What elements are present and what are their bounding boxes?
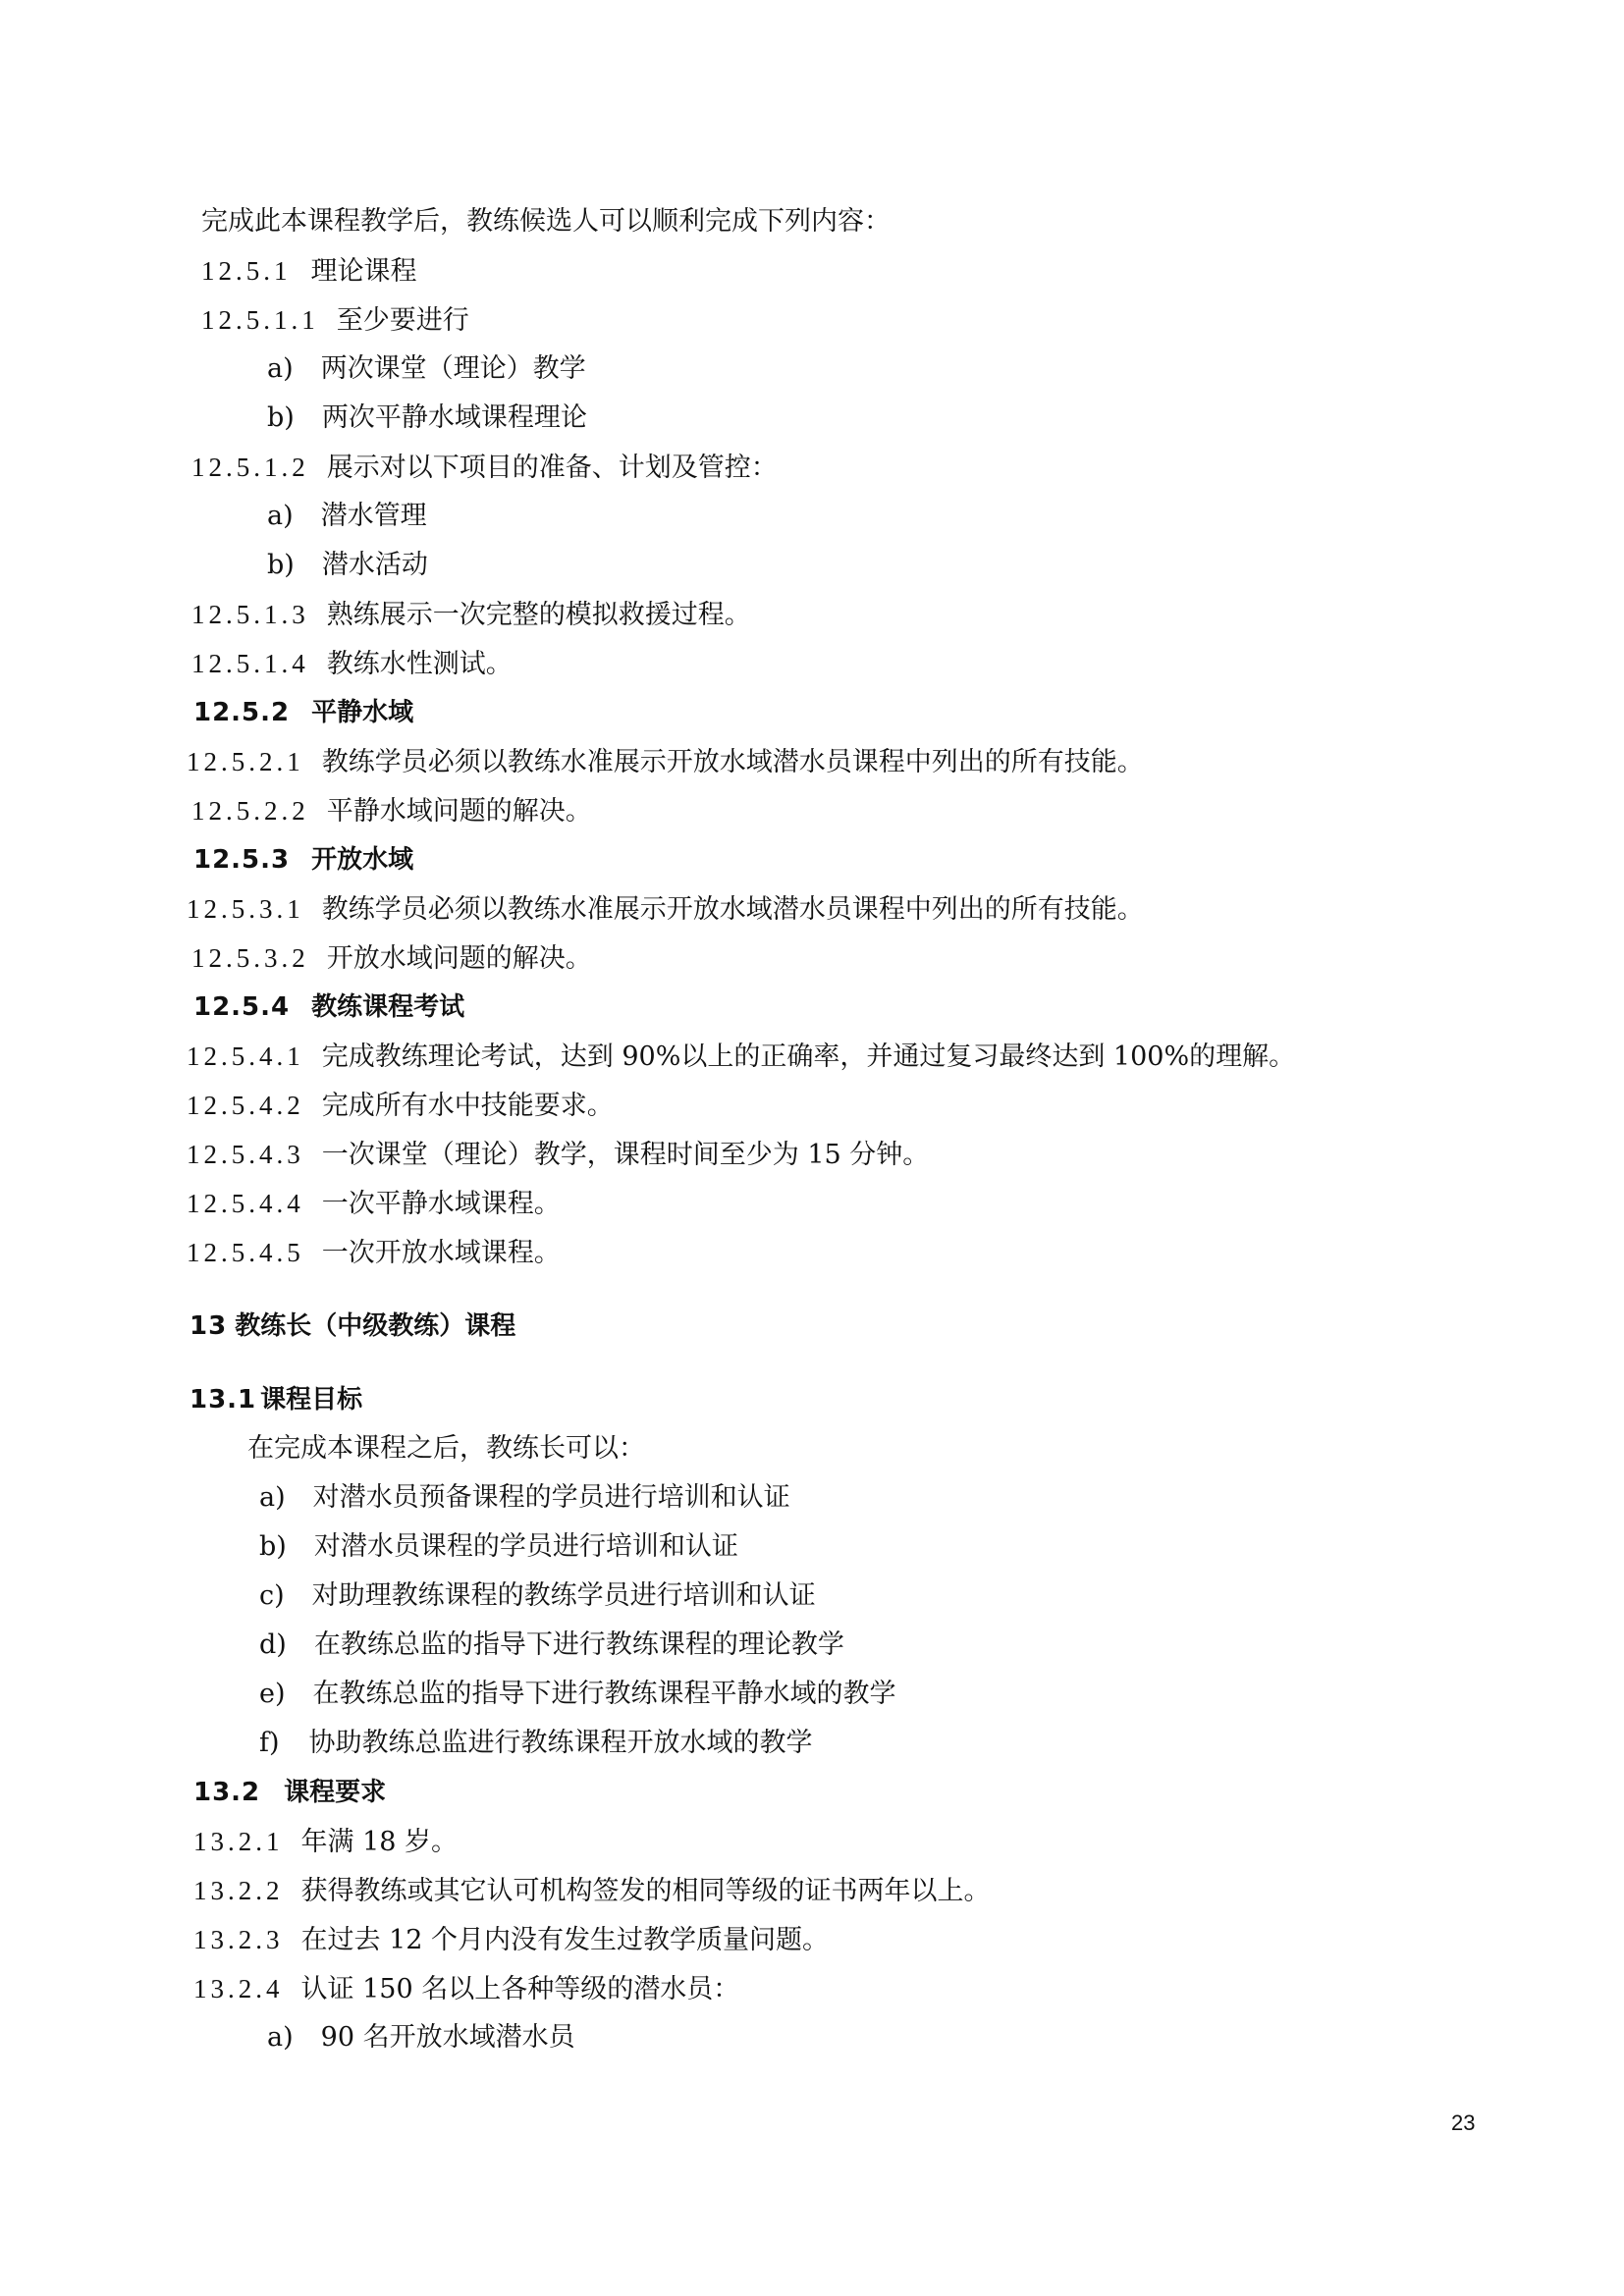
section-item: 12.5.2.2 平静水域问题的解决。 [191,796,592,827]
section-item: 12.5.1.3 熟练展示一次完整的模拟救援过程。 [191,600,751,630]
list-item: b) 对潜水员课程的学员进行培训和认证 [259,1531,738,1562]
list-item: a) 90 名开放水域潜水员 [267,2022,575,2053]
section-item: 13.2.3 在过去 12 个月内没有发生过教学质量问题。 [193,1925,830,1955]
intro-line: 在完成本课程之后，教练长可以： [247,1433,645,1464]
list-item: a) 潜水管理 [267,501,427,531]
section-heading: 13.1 课程目标 [189,1385,363,1415]
section-heading: 12.5.4 教练课程考试 [193,992,465,1022]
section-item: 13.2.1 年满 18 岁。 [193,1827,459,1857]
page-number: 23 [1451,2110,1476,2135]
intro-line: 完成此本课程教学后，教练候选人可以顺利完成下列内容： [201,206,891,237]
section-item: 12.5.3.2 开放水域问题的解决。 [191,943,592,974]
list-item: f) 协助教练总监进行教练课程开放水域的教学 [259,1728,813,1758]
section-item: 12.5.4.3 一次课堂（理论）教学，课程时间至少为 15 分钟。 [187,1140,930,1170]
section-item: 12.5.4.4 一次平静水域课程。 [187,1189,561,1219]
list-item: b) 潜水活动 [267,550,428,580]
section-heading: 13.2 课程要求 [193,1778,387,1807]
section-item: 12.5.1.4 教练水性测试。 [191,649,513,679]
chapter-heading: 13 教练长（中级教练）课程 [189,1311,516,1341]
list-item: c) 对助理教练课程的教练学员进行培训和认证 [259,1580,816,1611]
section-item: 12.5.3.1 教练学员必须以教练水准展示开放水域潜水员课程中列出的所有技能。 [187,894,1144,925]
list-item: a) 两次课堂（理论）教学 [267,353,586,384]
section-item: 12.5.4.2 完成所有水中技能要求。 [187,1091,614,1121]
list-item: e) 在教练总监的指导下进行教练课程平静水域的教学 [259,1679,896,1709]
section-item: 12.5.1.1 至少要进行 [201,305,469,336]
section-item: 12.5.2.1 教练学员必须以教练水准展示开放水域潜水员课程中列出的所有技能。 [187,747,1144,777]
section-heading: 12.5.1 理论课程 [201,256,417,287]
section-item: 13.2.4 认证 150 名以上各种等级的潜水员： [193,1974,740,2004]
section-item: 12.5.4.5 一次开放水域课程。 [187,1238,561,1268]
list-item: b) 两次平静水域课程理论 [267,402,587,433]
section-heading: 12.5.2 平静水域 [193,698,414,727]
list-item: d) 在教练总监的指导下进行教练课程的理论教学 [259,1629,844,1660]
list-item: a) 对潜水员预备课程的学员进行培训和认证 [259,1482,790,1513]
section-heading: 12.5.3 开放水域 [193,845,414,875]
section-item: 12.5.1.2 展示对以下项目的准备、计划及管控： [191,453,778,483]
section-item: 12.5.4.1 完成教练理论考试，达到 90%以上的正确率，并通过复习最终达到 100%的理解。 [187,1041,1296,1072]
section-item: 13.2.2 获得教练或其它认可机构签发的相同等级的证书两年以上。 [193,1876,991,1906]
